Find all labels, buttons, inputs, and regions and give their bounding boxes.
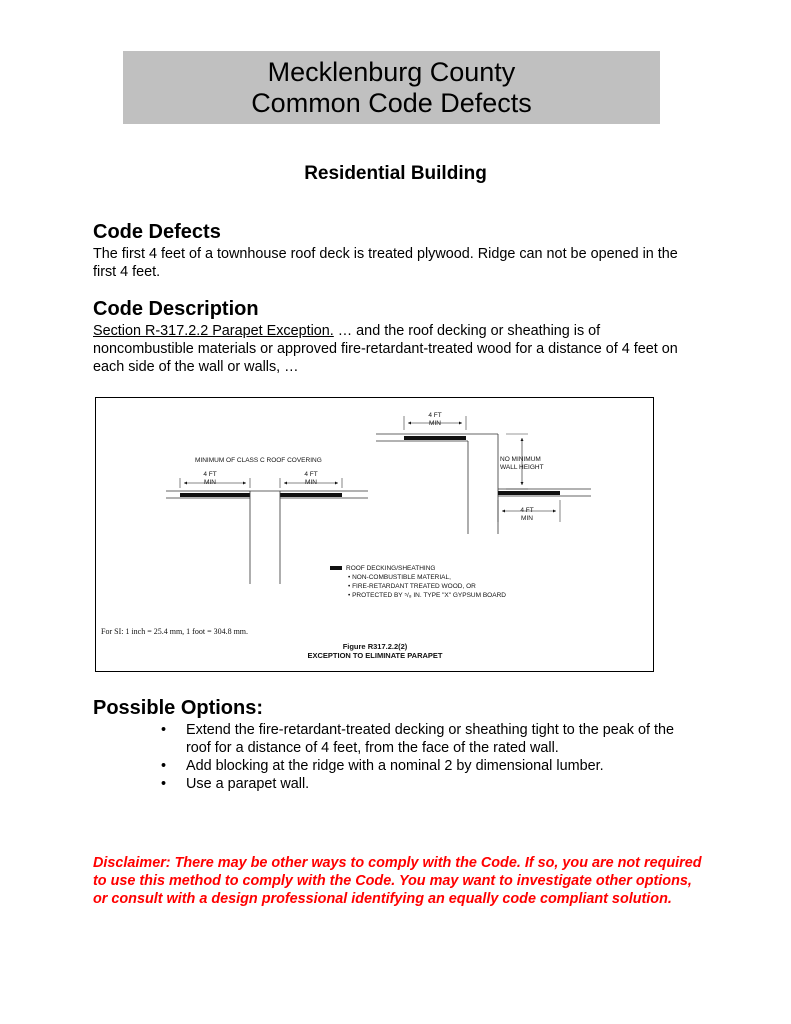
code-defects-heading: Code Defects xyxy=(93,221,221,243)
options-list xyxy=(161,721,701,793)
si-note: For SI: 1 inch = 25.4 mm, 1 foot = 304.8 mm. xyxy=(101,627,249,636)
dim-label-left-a: 4 FT xyxy=(203,471,217,478)
option-text-3: Use a parapet wall. xyxy=(186,776,310,792)
option-text-1: Extend the fire-retardant-treated decking or sheathing tight to the peak of the roof for a distance of 4 feet, from the face of the rated wall. xyxy=(186,722,674,756)
legend-item-3: • PROTECTED BY ⁵/₈ IN. TYPE "X" GYPSUM BOARD xyxy=(348,592,506,599)
no-min-label-b: WALL HEIGHT xyxy=(500,464,544,471)
list-item xyxy=(161,757,701,775)
bullet-icon: • xyxy=(161,776,167,792)
dim-label-top-b: MIN xyxy=(429,420,441,427)
code-description-heading: Code Description xyxy=(93,298,259,320)
list-item xyxy=(161,775,701,793)
code-figure xyxy=(95,397,654,672)
banner-title-line-1: Mecklenburg County xyxy=(267,56,516,87)
title-banner xyxy=(123,51,660,124)
figure-diagram xyxy=(96,398,655,673)
possible-options-heading: Possible Options: xyxy=(93,697,264,719)
no-min-label-a: NO MINIMUM xyxy=(500,456,541,463)
disclaimer-text: Disclaimer: There may be other ways to comply with the Code. If so, you are not required to use this method to comply with the Code. You may want to investigate other options, or consult with a design professional identifying an equally code compliant solution. xyxy=(93,855,702,907)
dim-label-lower-b: MIN xyxy=(521,515,533,522)
right-roof-diagram xyxy=(376,416,591,534)
legend-title: ROOF DECKING/SHEATHING xyxy=(346,565,436,572)
option-text-2: Add blocking at the ridge with a nominal 2 by dimensional lumber. xyxy=(186,758,604,774)
code-defects-text: The first 4 feet of a townhouse roof deck is treated plywood. Ridge can not be opened in the first 4 feet. xyxy=(93,246,678,280)
banner-title-line-2: Common Code Defects xyxy=(251,87,532,118)
bullet-icon: • xyxy=(161,722,167,738)
dim-label-top-a: 4 FT xyxy=(428,412,442,419)
legend-swatch xyxy=(330,566,342,570)
legend-item-1: • NON-COMBUSTIBLE MATERIAL, xyxy=(348,574,451,581)
dim-label-lower-a: 4 FT xyxy=(520,507,534,514)
code-description-body: … and the roof decking or sheathing is of noncombustible materials or approved fire-retardant-treated wood for a distance of 4 feet on each side of the wall or walls, … xyxy=(93,323,678,375)
code-description-text xyxy=(93,322,703,376)
figure-caption-number: Figure R317.2.2(2) xyxy=(342,642,408,651)
dim-label-left-b: MIN xyxy=(204,479,216,486)
bullet-icon: • xyxy=(161,758,167,774)
list-item xyxy=(161,721,701,757)
dim-label-right-a: 4 FT xyxy=(304,471,318,478)
dim-label-right-b: MIN xyxy=(305,479,317,486)
page-subtitle: Residential Building xyxy=(304,163,487,184)
roof-covering-label: MINIMUM OF CLASS C ROOF COVERING xyxy=(195,457,322,464)
legend-item-2: • FIRE-RETARDANT TREATED WOOD, OR xyxy=(348,583,476,590)
section-reference: Section R-317.2.2 Parapet Exception. xyxy=(93,323,334,339)
figure-caption-title: EXCEPTION TO ELIMINATE PARAPET xyxy=(307,651,443,660)
